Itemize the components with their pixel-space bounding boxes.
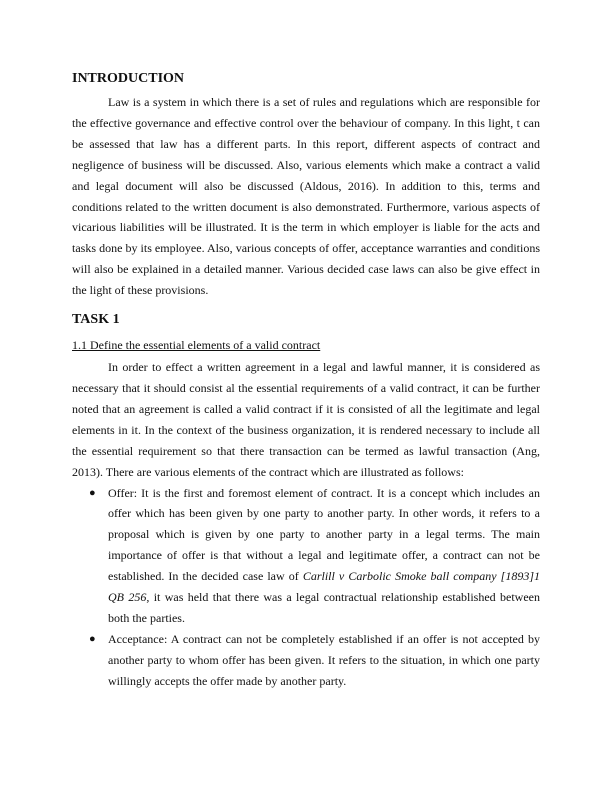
offer-text-after: it was held that there was a legal contractual relationship established between both the parties. bbox=[108, 590, 540, 625]
list-item-acceptance bbox=[72, 629, 540, 692]
section-1-1-heading: 1.1 Define the essential elements of a valid contract bbox=[72, 338, 321, 353]
introduction-heading: INTRODUCTION bbox=[72, 71, 185, 86]
list-item-text: Acceptance: A contract can not be completely established if an offer is not accepted by another party to whom offer has been given. It refers to the situation, in which one party willingly accepts the offer made by another party. bbox=[108, 631, 540, 688]
task1-heading: TASK 1 bbox=[72, 312, 120, 328]
introduction-paragraph: Law is a system in which there is a set of rules and regulations which are responsible for the effective governance and effective control over the behaviour of company. In this light, t can be assessed that law has a different parts. In this report, different aspects of contract and negligence of business will be discussed. Also, various elements which make a contract a valid and legal document will also be discussed (Aldous, 2016). In addition to this, terms and conditions related to the written document is also demonstrated. Furthermore, various aspects of vicarious liabilities will be illustrated. It is the term in which employer is liable for the acts and tasks done by its employee. Also, various concepts of offer, acceptance warranties and conditions will also be explained in a detailed manner. Various decided case laws can also be give effect in the light of these provisions. bbox=[72, 95, 540, 298]
task1-paragraph: In order to effect a written agreement in a legal and lawful manner, it is considered as necessary that it should consist al the essential requirements of a valid contract, it can be further noted that an agreement is called a valid contract if it is consisted of all the legitimate and legal elements in it. In the context of the business organization, it is rendered necessary to include all the essential requirement so that there transaction can be termed as lawful transaction (Ang, 2013). There are various elements of the contract which are illustrated as follows: bbox=[72, 360, 540, 479]
list-item-offer bbox=[72, 483, 540, 629]
document-page bbox=[72, 70, 540, 692]
case-citation: Carlill v Carbolic Smoke ball company [1893]1 QB 256, bbox=[108, 569, 540, 605]
bullet-icon: ● bbox=[89, 486, 96, 499]
elements-list bbox=[72, 483, 540, 692]
list-item-text bbox=[108, 483, 540, 629]
bullet-icon: ● bbox=[89, 632, 96, 645]
offer-text-before: Offer: It is the first and foremost element of contract. It is a concept which includes an offer which has been given by one party to another party. In other words, it refers to a proposal which is given by one party to another party in a legal terms. The main importance of offer is that without a legal and legitimate offer, a contract can not be established. In the decided case law of bbox=[108, 485, 540, 584]
